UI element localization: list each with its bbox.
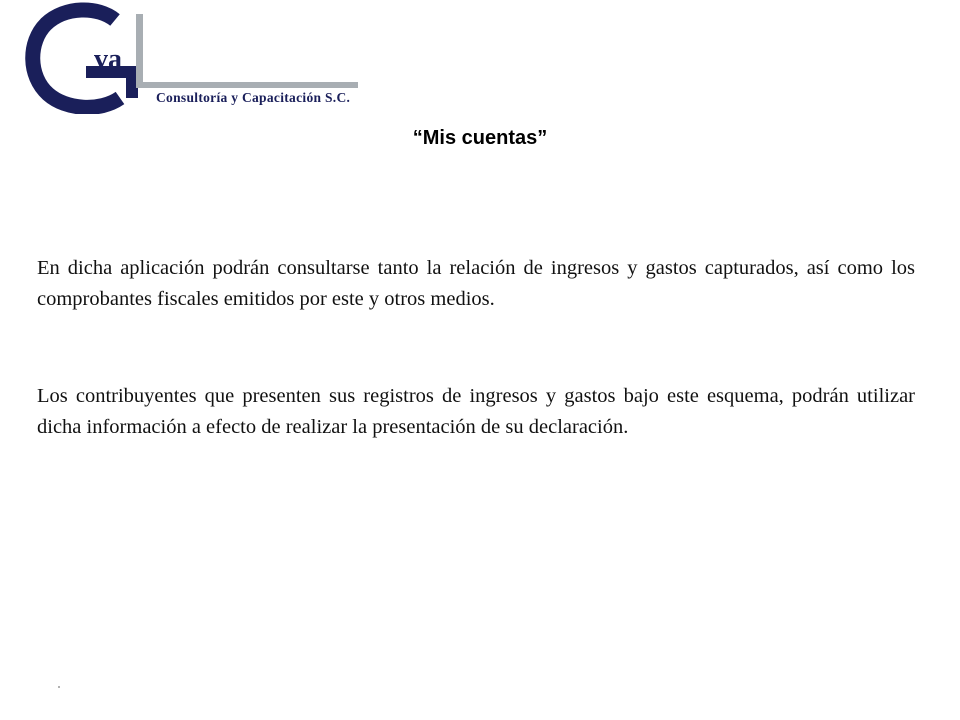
logo-letters: va [94, 44, 122, 75]
slide-title: “Mis cuentas” [412, 127, 548, 149]
paragraph-2: Los contribuyentes que presenten sus registros de ingresos y gastos bajo este esquema, podrán utilizar dicha información a efecto de realizar la presentación de su declaración. [37, 385, 915, 438]
paragraph-1: En dicha aplicación podrán consultarse tanto la relación de ingresos y gastos capturados, así como los comprobantes fiscales emitidos por este y otros medios. [37, 257, 915, 310]
company-logo [20, 2, 370, 114]
footer-dot [58, 686, 60, 688]
logo-caption: Consultoría y Capacitación S.C. [156, 90, 351, 105]
